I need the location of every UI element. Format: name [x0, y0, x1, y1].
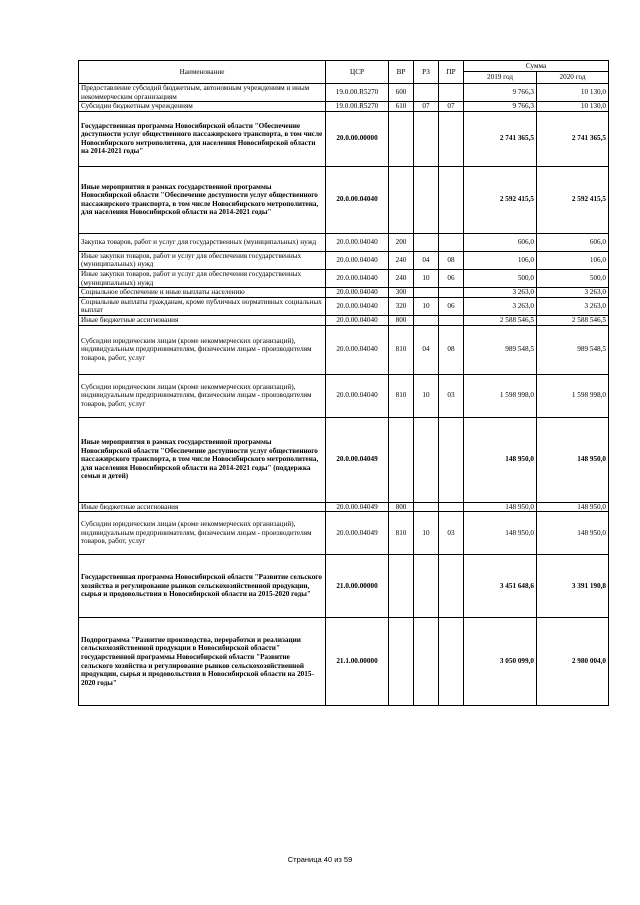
cell-y2019: 3 263,0 — [464, 288, 537, 298]
cell-pr: 06 — [439, 297, 464, 315]
cell-y2020: 3 391 190,8 — [537, 555, 609, 618]
cell-vr: 240 — [389, 269, 414, 287]
table-row — [79, 233, 609, 251]
table-row — [79, 288, 609, 298]
header-2019: 2019 год — [464, 72, 537, 84]
cell-y2019: 9 766,3 — [464, 84, 537, 102]
cell-csr: 20.0.00.04040 — [326, 325, 389, 374]
cell-pr: 08 — [439, 251, 464, 269]
table-row — [79, 166, 609, 233]
cell-pr — [439, 233, 464, 251]
table-row — [79, 111, 609, 166]
cell-pr: 03 — [439, 512, 464, 555]
table-row — [79, 315, 609, 325]
cell-y2019: 500,0 — [464, 269, 537, 287]
cell-pr — [439, 555, 464, 618]
cell-name: Субсидии юридическим лицам (кроме некоммерческих организаций), индивидуальным предпринимателям, физическим лицам - производителям товаров, работ, услуг — [79, 374, 326, 417]
cell-csr: 20.0.00.04040 — [326, 166, 389, 233]
cell-pr — [439, 166, 464, 233]
cell-pr: 03 — [439, 374, 464, 417]
cell-y2019: 3 050 099,0 — [464, 618, 537, 706]
cell-rz: 04 — [414, 325, 439, 374]
cell-name: Государственная программа Новосибирской области "Обеспечение доступности услуг общественного пассажирского транспорта, в том числе Новосибирского метрополитена, для населения Новосибирской области на 2014-2021 годы" — [79, 111, 326, 166]
cell-rz — [414, 288, 439, 298]
cell-csr: 21.0.00.00000 — [326, 555, 389, 618]
cell-csr: 20.0.00.00000 — [326, 111, 389, 166]
cell-name: Иные закупки товаров, работ и услуг для обеспечения государственных (муниципальных) нужд — [79, 269, 326, 287]
cell-y2019: 2 588 546,5 — [464, 315, 537, 325]
header-vr: ВР — [389, 61, 414, 84]
cell-vr — [389, 111, 414, 166]
cell-y2019: 106,0 — [464, 251, 537, 269]
cell-vr — [389, 166, 414, 233]
cell-vr — [389, 555, 414, 618]
cell-rz — [414, 618, 439, 706]
budget-table — [78, 60, 609, 706]
cell-name: Закупка товаров, работ и услуг для государственных (муниципальных) нужд — [79, 233, 326, 251]
table-row — [79, 374, 609, 417]
cell-rz — [414, 233, 439, 251]
cell-vr — [389, 618, 414, 706]
cell-rz — [414, 166, 439, 233]
cell-y2019: 148 950,0 — [464, 502, 537, 512]
cell-y2019: 148 950,0 — [464, 512, 537, 555]
cell-vr: 810 — [389, 512, 414, 555]
cell-rz — [414, 502, 439, 512]
cell-y2020: 106,0 — [537, 251, 609, 269]
cell-y2019: 1 598 998,0 — [464, 374, 537, 417]
table-row — [79, 618, 609, 706]
cell-csr: 19.0.00.R5270 — [326, 102, 389, 112]
cell-rz: 10 — [414, 374, 439, 417]
cell-y2019: 3 263,0 — [464, 297, 537, 315]
cell-pr — [439, 288, 464, 298]
cell-name: Иные мероприятия в рамках государственной программы Новосибирской области "Обеспечение доступности услуг общественного пассажирского транспорта, в том числе Новосибирского метрополитена, для населения Новосибирской области на 2014-2021 годы" — [79, 166, 326, 233]
cell-name: Иные бюджетные ассигнования — [79, 315, 326, 325]
cell-csr: 20.0.00.04049 — [326, 417, 389, 502]
cell-rz: 04 — [414, 251, 439, 269]
header-2020: 2020 год — [537, 72, 609, 84]
cell-vr — [389, 417, 414, 502]
cell-y2020: 3 263,0 — [537, 297, 609, 315]
cell-csr: 20.0.00.04040 — [326, 269, 389, 287]
cell-vr: 320 — [389, 297, 414, 315]
cell-y2020: 10 130,0 — [537, 102, 609, 112]
cell-pr — [439, 417, 464, 502]
cell-csr: 20.0.00.04040 — [326, 374, 389, 417]
cell-csr: 21.1.00.00000 — [326, 618, 389, 706]
cell-y2020: 2 741 365,5 — [537, 111, 609, 166]
table-body — [79, 84, 609, 706]
cell-y2020: 2 980 004,0 — [537, 618, 609, 706]
table-row — [79, 502, 609, 512]
page-number: Страница 40 из 59 — [287, 855, 353, 864]
cell-vr: 810 — [389, 374, 414, 417]
cell-name: Иные бюджетные ассигнования — [79, 502, 326, 512]
table-row — [79, 269, 609, 287]
table-row — [79, 325, 609, 374]
cell-pr — [439, 111, 464, 166]
cell-rz: 10 — [414, 512, 439, 555]
cell-csr: 20.0.00.04040 — [326, 251, 389, 269]
cell-y2020: 3 263,0 — [537, 288, 609, 298]
cell-y2019: 2 741 365,5 — [464, 111, 537, 166]
cell-csr: 20.0.00.04049 — [326, 502, 389, 512]
cell-y2020: 500,0 — [537, 269, 609, 287]
cell-name: Иные мероприятия в рамках государственной программы Новосибирской области "Обеспечение доступности услуг общественного пассажирского транспорта, в том числе Новосибирского метрополитена, для населения Новосибирской области на 2014-2021 годы" (поддержка семьи и детей) — [79, 417, 326, 502]
cell-y2020: 148 950,0 — [537, 502, 609, 512]
cell-y2020: 2 588 546,5 — [537, 315, 609, 325]
cell-name: Социальное обеспечение и иные выплаты населению — [79, 288, 326, 298]
cell-y2019: 148 950,0 — [464, 417, 537, 502]
cell-csr: 19.0.00.R5270 — [326, 84, 389, 102]
cell-vr: 200 — [389, 233, 414, 251]
cell-y2019: 989 548,5 — [464, 325, 537, 374]
cell-csr: 20.0.00.04040 — [326, 288, 389, 298]
cell-name: Субсидии юридическим лицам (кроме некоммерческих организаций), индивидуальным предпринимателям, физическим лицам - производителям товаров, работ, услуг — [79, 512, 326, 555]
cell-name: Субсидии бюджетным учреждениям — [79, 102, 326, 112]
cell-csr: 20.0.00.04049 — [326, 512, 389, 555]
header-csr: ЦСР — [326, 61, 389, 84]
cell-csr: 20.0.00.04040 — [326, 297, 389, 315]
table-row — [79, 102, 609, 112]
cell-rz — [414, 84, 439, 102]
cell-vr: 600 — [389, 84, 414, 102]
table-row — [79, 512, 609, 555]
cell-name: Иные закупки товаров, работ и услуг для обеспечения государственных (муниципальных) нужд — [79, 251, 326, 269]
cell-rz — [414, 315, 439, 325]
cell-vr: 240 — [389, 251, 414, 269]
header-rz: РЗ — [414, 61, 439, 84]
cell-vr: 300 — [389, 288, 414, 298]
cell-csr: 20.0.00.04040 — [326, 233, 389, 251]
header-sum: Сумма — [464, 61, 609, 72]
cell-pr: 08 — [439, 325, 464, 374]
cell-pr: 07 — [439, 102, 464, 112]
cell-vr: 800 — [389, 315, 414, 325]
cell-rz: 10 — [414, 269, 439, 287]
header-pr: ПР — [439, 61, 464, 84]
cell-y2020: 606,0 — [537, 233, 609, 251]
cell-pr: 06 — [439, 269, 464, 287]
cell-name: Предоставление субсидий бюджетным, автономным учреждениям и иным некоммерческим организациям — [79, 84, 326, 102]
cell-name: Социальные выплаты гражданам, кроме публичных нормативных социальных выплат — [79, 297, 326, 315]
table-row — [79, 251, 609, 269]
cell-pr — [439, 618, 464, 706]
cell-rz: 07 — [414, 102, 439, 112]
cell-y2019: 606,0 — [464, 233, 537, 251]
table-row — [79, 417, 609, 502]
cell-vr: 800 — [389, 502, 414, 512]
cell-pr — [439, 84, 464, 102]
cell-y2020: 1 598 998,0 — [537, 374, 609, 417]
cell-name: Субсидии юридическим лицам (кроме некоммерческих организаций), индивидуальным предпринимателям, физическим лицам - производителям товаров, работ, услуг — [79, 325, 326, 374]
cell-y2020: 10 130,0 — [537, 84, 609, 102]
cell-rz — [414, 111, 439, 166]
table-row — [79, 555, 609, 618]
cell-y2020: 148 950,0 — [537, 417, 609, 502]
cell-csr: 20.0.00.04040 — [326, 315, 389, 325]
cell-y2020: 2 592 415,5 — [537, 166, 609, 233]
header-name: Наименование — [79, 61, 326, 84]
cell-y2019: 9 766,3 — [464, 102, 537, 112]
table-row — [79, 297, 609, 315]
table-row — [79, 84, 609, 102]
cell-y2020: 989 548,5 — [537, 325, 609, 374]
cell-vr: 610 — [389, 102, 414, 112]
cell-rz — [414, 417, 439, 502]
cell-vr: 810 — [389, 325, 414, 374]
cell-rz: 10 — [414, 297, 439, 315]
cell-y2019: 2 592 415,5 — [464, 166, 537, 233]
cell-pr — [439, 502, 464, 512]
cell-pr — [439, 315, 464, 325]
cell-y2020: 148 950,0 — [537, 512, 609, 555]
cell-y2019: 3 451 648,6 — [464, 555, 537, 618]
cell-rz — [414, 555, 439, 618]
cell-name: Государственная программа Новосибирской области "Развитие сельского хозяйства и регулирование рынков сельскохозяйственной продукции, сырья и продовольствия в Новосибирской области на 2015-2020 годы" — [79, 555, 326, 618]
cell-name: Подпрограмма "Развитие производства, переработки и реализации сельскохозяйственной продукции в Новосибирской области" государственной программы Новосибирской области "Развитие сельского хозяйства и регулирование рынков сельскохозяйственной продукции, сырья и продовольствия в Новосибирской области на 2015-2020 годы" — [79, 618, 326, 706]
